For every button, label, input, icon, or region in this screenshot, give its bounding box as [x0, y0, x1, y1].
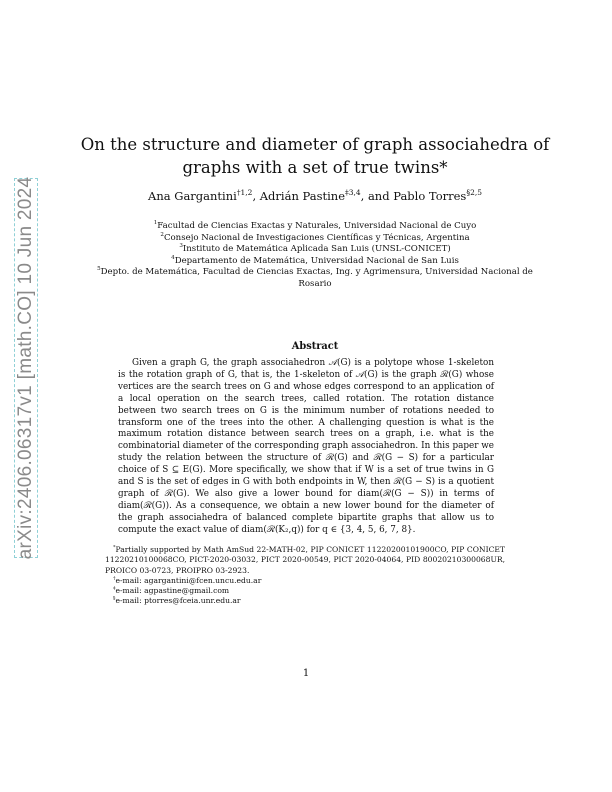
title-line-2: graphs with a set of true twins*: [182, 158, 448, 177]
arxiv-stamp-text: arXiv:2406.06317v1 [math.CO] 10 Jun 2024: [15, 176, 36, 560]
affiliation-text: Departamento de Matemática, Universidad Nacional de San Luis: [174, 255, 459, 266]
email-footnote-3: [105, 596, 505, 606]
affiliation-text: Depto. de Matemática, Facultad de Ciencias Exactas, Ing. y Agrimensura, Universidad Nacional de Rosario: [100, 267, 533, 289]
affiliation-text: Facultad de Ciencias Exactas y Naturales, Universidad Nacional de Cuyo: [157, 221, 477, 231]
abstract-body: Given a graph G, the graph associahedron 𝒜(G) is a polytope whose 1-skeleton is the rotation graph of G, that is, the 1-skeleton of 𝒜(G) is the graph ℛ(G) whose vertices are the search trees on G and whose edges correspond to an application of a local operation on the search trees, called rotation. The rotation distance between two search trees on G is the minimum number of rotations needed to transform one of the trees into the other. A challenging question is what is the maximum rotation distance between search trees on a graph, i.e. what is the combinatorial diameter of the corresponding graph associahedron. In this paper we study the relation between the structure of ℛ(G) and ℛ(G − S) for a particular choice of S ⊆ E(G). More specifically, we show that if W is a set of true twins in G and S is the set of edges in G with both endpoints in W, then ℛ(G − S) is a quotient graph of ℛ(G). We also give a lower bound for diam(ℛ(G − S)) in terms of diam(ℛ(G)). As a consequence, we obtain a new lower bound for the diameter of the graph associahedra of balanced complete bipartite graphs that allow us to compute the exact value of diam(ℛ(K₂,q)) for q ∈ {3, 4, 5, 6, 7, 8}.: [118, 358, 494, 535]
affiliation-text: Consejo Nacional de Investigaciones Científicas y Técnicas, Argentina: [163, 232, 470, 243]
author-1-sup: †1,2: [236, 188, 253, 198]
affiliation-number: 3: [179, 243, 183, 250]
affiliation-item: [90, 244, 540, 256]
email-address-1: e-mail: agargantini@fcen.uncu.edu.ar: [115, 575, 262, 585]
affiliation-number: 1: [153, 220, 158, 227]
affiliation-item: [90, 267, 540, 290]
author-3: Pablo Torres: [393, 189, 467, 203]
email-footnote-2: [105, 586, 505, 596]
email-address-2: e-mail: agpastine@gmail.com: [115, 586, 230, 596]
page-number: 1: [302, 668, 310, 679]
funding-footnote: [105, 545, 505, 576]
email-footnote-mark: §: [113, 595, 116, 602]
author-1: Ana Gargantini: [148, 189, 237, 203]
arxiv-stamp: [14, 178, 38, 558]
title-line-1: On the structure and diameter of graph associahedra of: [80, 135, 550, 154]
author-3-sup: §2,5: [466, 188, 482, 198]
funding-footnote-text: Partially supported by Math AmSud 22-MATH-02, PIP CONICET 11220200101900CO, PIP CONICET 11220210100068CO, PICT-2020-03032, PICT 2020-00549, PICT 2020-04064, PID 80020210300068UR, PROICO 03-0723, PROIPRO 03-2923.: [105, 545, 505, 575]
footnotes: [105, 545, 505, 607]
affiliation-item: [90, 233, 540, 245]
email-address-3: e-mail: ptorres@fceia.unr.edu.ar: [115, 596, 241, 606]
abstract-heading: Abstract: [291, 341, 339, 352]
affiliation-number: 4: [171, 254, 175, 261]
email-footnote-mark: †: [113, 575, 116, 582]
affiliation-item: [90, 221, 540, 233]
affiliation-number: 2: [160, 231, 164, 238]
affiliation-item: [90, 256, 540, 268]
author-2-sup: ‡3,4: [345, 188, 361, 198]
funding-footnote-mark: *: [113, 544, 116, 551]
affiliation-list: [90, 221, 540, 291]
author-separator-1: ,: [252, 189, 260, 203]
affiliation-text: Instituto de Matemática Aplicada San Luis (UNSL-CONICET): [182, 244, 451, 255]
author-list: [60, 189, 570, 203]
email-footnote-1: [105, 576, 505, 586]
email-footnote-mark: ‡: [113, 585, 116, 592]
paper-title: [80, 133, 550, 179]
author-separator-2: , and: [360, 189, 394, 203]
affiliation-number: 5: [97, 266, 101, 273]
author-2: Adrián Pastine: [259, 189, 346, 203]
